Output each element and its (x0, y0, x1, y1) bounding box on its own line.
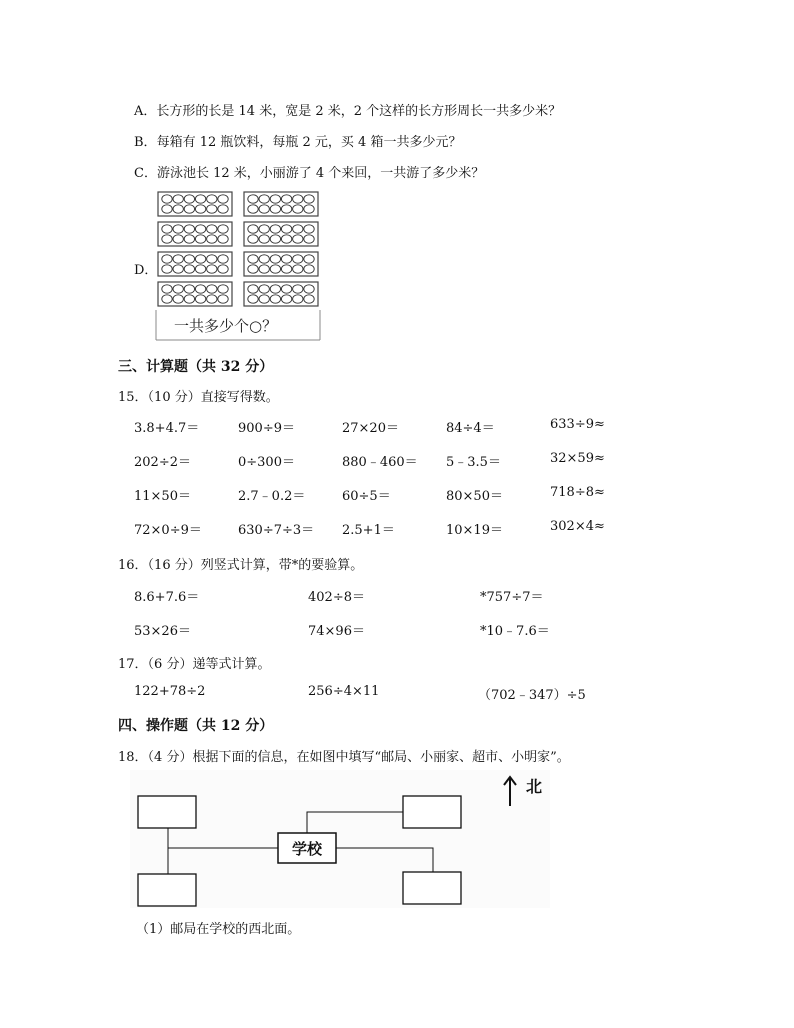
question-17-title: 17．（6 分）递等式计算。 (118, 657, 271, 672)
q15-problem: 633÷9≈ (550, 417, 605, 432)
option-letter: B． (134, 135, 157, 150)
q16-problem: 402÷8＝ (308, 590, 365, 605)
question-18-hint-1: （1）邮局在学校的西北面。 (136, 922, 301, 937)
q15-problem: 80×50＝ (446, 489, 503, 504)
q15-problem: 60÷5＝ (342, 489, 391, 504)
q16-problem: *757÷7＝ (480, 590, 544, 605)
q17-item: （702﹣347）÷5 (478, 688, 586, 703)
q16-problem: 74×96＝ (308, 624, 365, 639)
q15-problem: 2.7﹣0.2＝ (238, 489, 306, 504)
option-text: 每箱有 12 瓶饮料，每瓶 2 元，买 4 箱一共多少元？ (156, 135, 462, 150)
question-16-title: 16．（16 分）列竖式计算，带*的要验算。 (118, 558, 364, 573)
q15-problem: 10×19＝ (446, 523, 503, 538)
q15-problem: 72×0÷9＝ (134, 523, 202, 538)
q16-problem: 53×26＝ (134, 624, 191, 639)
q15-problem: 900÷9＝ (238, 421, 295, 436)
option-text: 长方形的长是 14 米，宽是 2 米，2 个这样的长方形周长一共多少米？ (156, 104, 562, 119)
section-three-heading: 三、计算题（共 32 分） (118, 359, 274, 375)
q15-problem: 880﹣460＝ (342, 455, 418, 470)
q16-problem: *10﹣7.6＝ (480, 624, 550, 639)
q15-problem: 84÷4＝ (446, 421, 495, 436)
option-letter: A． (134, 104, 157, 119)
figure-d-boxes (152, 188, 324, 344)
q17-item: 122+78÷2 (134, 684, 206, 699)
q15-problem: 11×50＝ (134, 489, 191, 504)
q15-problem: 2.5+1＝ (342, 523, 395, 538)
q15-problem: 5﹣3.5＝ (446, 455, 501, 470)
option-letter: C． (134, 166, 157, 181)
map-diagram (130, 770, 550, 908)
blank-box-southeast[interactable] (403, 872, 461, 904)
q15-problem: 0÷300＝ (238, 455, 295, 470)
q15-problem: 202÷2＝ (134, 455, 191, 470)
figure-d-caption: 一共多少个○？ (174, 317, 278, 335)
blank-box-southwest[interactable] (138, 874, 196, 906)
option-text: 游泳池长 12 米，小丽游了 4 个来回，一共游了多少米？ (156, 166, 485, 181)
question-18-title: 18．（4 分）根据下面的信息，在如图中填写“邮局、小丽家、超市、小明家”。 (118, 750, 570, 765)
q15-problem: 302×4≈ (550, 519, 605, 534)
option-a (134, 100, 561, 119)
north-label: 北 (526, 777, 543, 796)
q15-problem: 27×20＝ (342, 421, 399, 436)
option-letter: D． (134, 263, 158, 278)
q15-problem: 630÷7÷3＝ (238, 523, 315, 538)
box-group (158, 192, 318, 306)
option-c (134, 162, 484, 181)
q15-problem: 3.8+4.7＝ (134, 421, 200, 436)
section-four-heading: 四、操作题（共 12 分） (118, 718, 274, 734)
option-b (134, 131, 461, 150)
blank-box-northwest[interactable] (138, 796, 196, 828)
q15-problem: 32×59≈ (550, 451, 605, 466)
question-15-title: 15．（10 分）直接写得数。 (118, 390, 279, 405)
q17-item: 256÷4×11 (308, 684, 380, 699)
blank-box-northeast[interactable] (403, 796, 461, 828)
school-label: 学校 (291, 840, 323, 858)
q15-problem: 718÷8≈ (550, 485, 605, 500)
q16-problem: 8.6+7.6＝ (134, 590, 200, 605)
